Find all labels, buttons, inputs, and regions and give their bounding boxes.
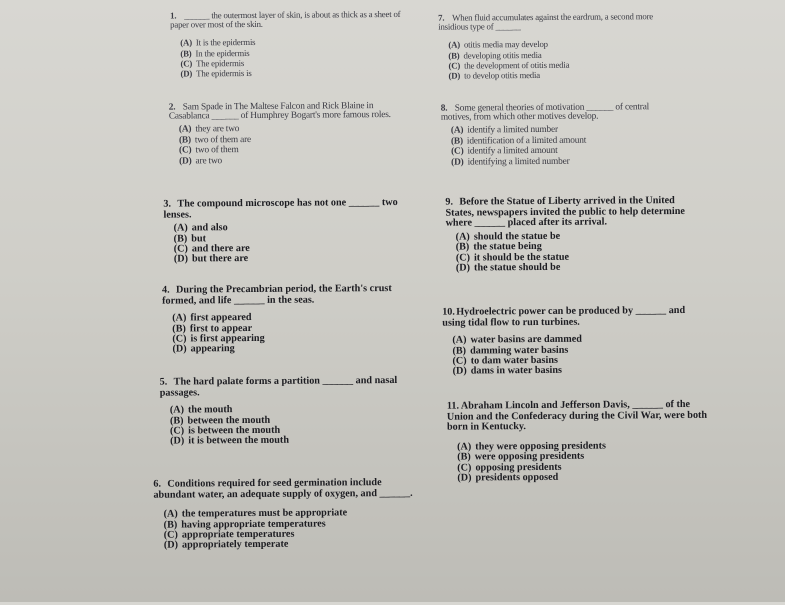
option-letter: (C) (452, 355, 467, 367)
option-d[interactable] (179, 155, 399, 167)
option-letter: (C) (172, 333, 187, 345)
option-text: It is the epidermis (195, 37, 256, 48)
option-text: appropriate temperatures (181, 528, 295, 541)
option-letter: (B) (173, 233, 188, 245)
question-number: 7. (438, 12, 445, 23)
option-letter: (C) (173, 243, 188, 255)
question-7 (438, 12, 666, 81)
option-text: the statue should be (473, 261, 561, 274)
option-letter: (B) (455, 241, 470, 253)
question-6 (153, 478, 415, 552)
option-letter: (D) (173, 253, 189, 265)
option-text: to dam water basins (470, 354, 558, 367)
option-letter: (D) (452, 365, 467, 377)
option-text: presidents opposed (475, 471, 559, 484)
option-text: The epidermis is (196, 68, 252, 79)
option-text: damming water basins (470, 344, 569, 357)
option-text: the development of otitis media (464, 59, 570, 71)
option-letter: (A) (450, 125, 464, 137)
question-3 (163, 198, 403, 265)
option-text: two of them (195, 145, 239, 156)
question-number: 8. (440, 103, 448, 114)
option-letter: (A) (455, 231, 470, 243)
option-letter: (B) (450, 136, 463, 147)
option-text: they were opposing presidents (475, 440, 606, 453)
option-letter: (B) (180, 47, 192, 59)
option-d[interactable] (174, 253, 404, 265)
option-text: identifying a limited number (467, 156, 570, 168)
question-1 (170, 10, 405, 79)
option-letter: (A) (452, 334, 467, 346)
option-text: it is between the mouth (188, 435, 290, 447)
option-text: first to appear (189, 322, 253, 335)
option-text: between the mouth (187, 414, 271, 427)
option-letter: (A) (457, 441, 472, 453)
option-text: and there are (191, 243, 250, 255)
question-8 (441, 103, 681, 168)
option-text: appropriately temperate (181, 539, 289, 551)
question-stem: Abraham Lincoln and Jefferson Davis, ______ of the Union and the Confederacy during the Civil War, were both born in Kentucky. (446, 398, 708, 433)
question-number: 10. (442, 306, 455, 318)
option-letter: (B) (169, 415, 184, 427)
option-text: first appeared (190, 312, 252, 324)
option-letter: (C) (180, 58, 193, 69)
option-letter: (D) (163, 539, 178, 552)
option-letter: (D) (170, 435, 185, 447)
option-letter: (C) (457, 462, 472, 474)
question-number: 3. (163, 198, 172, 210)
question-number: 11. (446, 400, 460, 412)
option-text: should the statue be (473, 230, 561, 243)
option-letter: (C) (455, 252, 470, 264)
question-stem: Hydroelectric power can be produced by ______ and using tidal flow to run turbines. (442, 304, 686, 329)
option-d[interactable] (457, 472, 711, 484)
question-10 (442, 306, 702, 378)
option-text: appearing (190, 343, 235, 355)
option-text: developing otitis media (463, 49, 542, 61)
option-letter: (B) (457, 451, 471, 463)
question-number: 9. (445, 196, 454, 208)
option-letter: (C) (163, 529, 178, 541)
option-text: water basins are dammed (470, 333, 582, 346)
option-letter: (A) (180, 37, 192, 48)
question-stem: Sam Spade in The Maltese Falcon and Rick Blaine in Casablanca ______ of Humphrey Bogart's more famous roles. (168, 101, 391, 122)
option-d[interactable] (170, 435, 408, 447)
option-text: having appropriate temperatures (181, 518, 326, 531)
question-stem: During the Precambrian period, the Earth's crust formed, and life ______ in the seas. (162, 283, 392, 307)
option-letter: (C) (169, 425, 185, 437)
option-text: to develop otitis media (464, 70, 540, 81)
option-text: two of them are (194, 134, 252, 146)
option-letter: (A) (163, 508, 178, 520)
question-4 (162, 284, 407, 356)
option-d[interactable] (448, 69, 666, 81)
option-text: is between the mouth (188, 424, 281, 437)
option-letter: (C) (179, 145, 192, 156)
option-text: the statue being (473, 241, 542, 253)
option-letter: (B) (178, 135, 191, 146)
question-9 (445, 196, 691, 274)
option-text: the mouth (187, 404, 233, 416)
option-letter: (A) (173, 222, 188, 234)
question-number: 2. (168, 102, 176, 113)
option-text: dams in water basins (470, 365, 563, 377)
option-text: it should be the statue (473, 251, 570, 264)
option-letter: (D) (179, 156, 192, 167)
option-text: identify a limited number (467, 125, 558, 136)
option-letter: (D) (180, 68, 193, 79)
option-letter: (D) (172, 343, 187, 355)
option-letter: (D) (457, 472, 472, 484)
option-letter: (D) (451, 157, 464, 168)
question-stem: ______ the outermost layer of skin, is about as thick as a sheet of paper over most of the skin. (170, 8, 401, 30)
option-letter: (D) (448, 70, 461, 82)
option-d[interactable] (456, 262, 691, 274)
question-11 (447, 400, 712, 484)
option-letter: (A) (172, 312, 187, 324)
option-d[interactable] (180, 67, 405, 79)
option-letter: (B) (448, 50, 460, 61)
question-5 (160, 376, 408, 448)
question-stem: The compound microscope has not one ______ two lenses. (163, 196, 398, 221)
option-letter: (D) (455, 262, 471, 274)
option-letter: (C) (448, 60, 461, 71)
option-d[interactable] (453, 365, 703, 377)
option-d[interactable] (172, 343, 407, 355)
question-number: 4. (161, 284, 170, 296)
option-letter: (B) (163, 519, 178, 531)
option-text: The epidermis (196, 58, 245, 69)
option-letter: (B) (172, 323, 186, 335)
option-text: In the epidermis (195, 47, 250, 58)
question-stem: Conditions required for seed germination include abundant water, an adequate supply of oxygen, and ______. (153, 477, 413, 501)
option-text: identification of a limited amount (466, 135, 587, 147)
option-letter: (A) (448, 39, 460, 50)
question-number: 5. (159, 376, 168, 388)
option-text: identify a limited amount (467, 146, 558, 157)
option-text: they are two (195, 124, 240, 135)
option-letter: (B) (452, 345, 467, 357)
option-text: opposing presidents (475, 461, 562, 474)
option-text: were opposing presidents (474, 450, 585, 463)
option-letter: (A) (169, 404, 185, 416)
option-text: the temperatures must be appropriate (181, 507, 348, 520)
question-number: 1. (170, 10, 177, 21)
option-d[interactable] (164, 539, 416, 551)
option-letter: (A) (178, 124, 192, 135)
option-text: but there are (191, 253, 249, 265)
option-text: and also (191, 222, 228, 234)
question-stem: Before the Statue of Liberty arrived in the United States, newspapers invited the public to help determine where ______ placed after its arrival. (445, 195, 685, 229)
option-text: are two (195, 155, 223, 167)
question-stem: When fluid accumulates against the eardrum, a second more insidious type of ______ (438, 11, 654, 32)
question-number: 6. (153, 478, 162, 490)
question-stem: The hard palate forms a partition ______ and nasal passages. (159, 374, 398, 399)
option-text: otitis media may develop (463, 39, 548, 50)
option-d[interactable] (451, 156, 681, 168)
question-2 (169, 102, 399, 167)
option-letter: (C) (451, 146, 464, 157)
option-text: but (191, 232, 207, 245)
option-text: is first appearing (190, 332, 265, 345)
question-stem: Some general theories of motivation ______ of central motives, from which other motives develop. (440, 102, 650, 123)
